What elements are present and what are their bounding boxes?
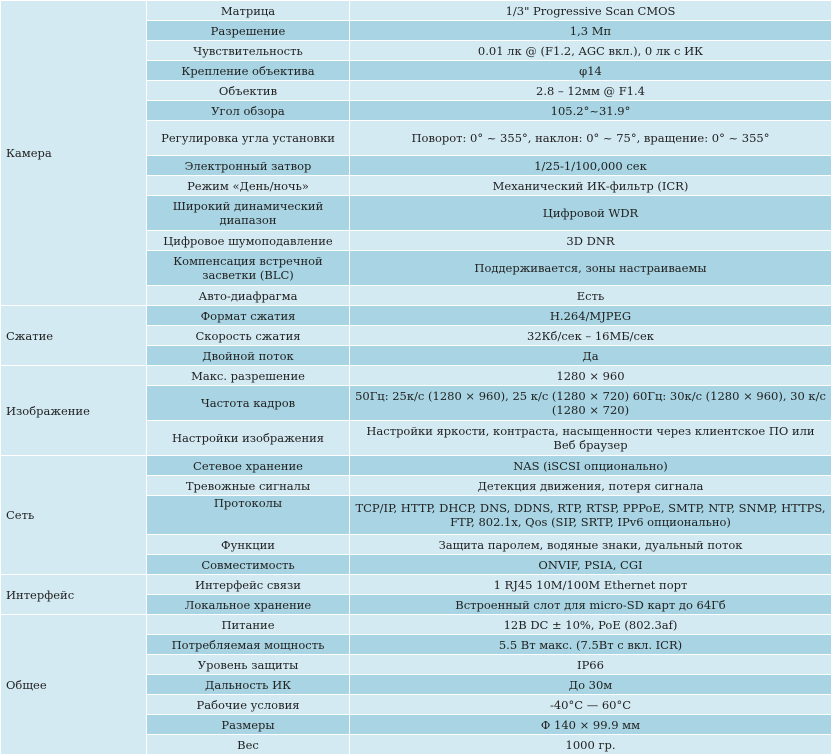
parameter-value: Есть [350, 286, 831, 306]
parameter-value: Детекция движения, потеря сигнала [350, 476, 831, 496]
parameter-value: 50Гц: 25к/с (1280 × 960), 25 к/с (1280 × 720) 60Гц: 30к/с (1280 × 960), 30 к/с (1280 × 720) [350, 386, 831, 421]
parameter-name: Двойной поток [147, 346, 350, 366]
category-cell: Интерфейс [1, 575, 147, 615]
parameter-value: 1280 × 960 [350, 366, 831, 386]
parameter-name: Сетевое хранение [147, 456, 350, 476]
parameter-name: Настройки изображения [147, 421, 350, 456]
specs-table-body [1, 1, 831, 755]
parameter-name: Размеры [147, 715, 350, 735]
parameter-name: Интерфейс связи [147, 575, 350, 595]
parameter-value: 105.2°~31.9° [350, 101, 831, 121]
parameter-name: Цифровое шумоподавление [147, 231, 350, 251]
parameter-value: Механический ИК-фильтр (ICR) [350, 176, 831, 196]
spec-row [1, 615, 831, 635]
parameter-value: 1 RJ45 10M/100M Ethernet порт [350, 575, 831, 595]
parameter-value: NAS (iSCSI опционально) [350, 456, 831, 476]
spec-row [1, 306, 831, 326]
parameter-name: Дальность ИК [147, 675, 350, 695]
spec-row [1, 1, 831, 21]
parameter-name: Матрица [147, 1, 350, 21]
parameter-name: Макс. разрешение [147, 366, 350, 386]
spec-row [1, 456, 831, 476]
category-cell: Сеть [1, 456, 147, 575]
parameter-name: Локальное хранение [147, 595, 350, 615]
parameter-name: Рабочие условия [147, 695, 350, 715]
parameter-name: Режим «День/ночь» [147, 176, 350, 196]
parameter-value: Настройки яркости, контраста, насыщенности через клиентское ПО или Веб браузер [350, 421, 831, 456]
parameter-value: Да [350, 346, 831, 366]
parameter-name: Крепление объектива [147, 61, 350, 81]
parameter-value: Защита паролем, водяные знаки, дуальный поток [350, 535, 831, 555]
parameter-value: 2.8 – 12мм @ F1.4 [350, 81, 831, 101]
parameter-value: -40°C — 60°C [350, 695, 831, 715]
parameter-value: Поддерживается, зоны настраиваемы [350, 251, 831, 286]
parameter-value: TCP/IP, HTTP, DHCP, DNS, DDNS, RTP, RTSP, PPPoE, SMTP, NTP, SNMP, HTTPS, FTP, 802.1x, Qos (SIP, SRTP, IPv6 опционально) [350, 496, 831, 535]
parameter-name: Широкий динамический диапазон [147, 196, 350, 231]
parameter-name: Скорость сжатия [147, 326, 350, 346]
parameter-value: Цифровой WDR [350, 196, 831, 231]
parameter-value: 1/3" Progressive Scan CMOS [350, 1, 831, 21]
parameter-value: 3D DNR [350, 231, 831, 251]
parameter-name: Вес [147, 735, 350, 755]
parameter-name: Электронный затвор [147, 156, 350, 176]
parameter-name: Компенсация встречной засветки (BLC) [147, 251, 350, 286]
parameter-value: 5.5 Вт макс. (7.5Вт с вкл. ICR) [350, 635, 831, 655]
parameter-name: Формат сжатия [147, 306, 350, 326]
parameter-name: Авто-диафрагма [147, 286, 350, 306]
parameter-name: Функции [147, 535, 350, 555]
parameter-name: Тревожные сигналы [147, 476, 350, 496]
parameter-value: Встроенный слот для micro-SD карт до 64Гб [350, 595, 831, 615]
parameter-value: 0.01 лк @ (F1.2, AGC вкл.), 0 лк с ИК [350, 41, 831, 61]
parameter-name: Угол обзора [147, 101, 350, 121]
parameter-value: 32Кб/сек – 16МБ/сек [350, 326, 831, 346]
parameter-value: 1/25-1/100,000 сек [350, 156, 831, 176]
parameter-name: Потребляемая мощность [147, 635, 350, 655]
parameter-name: Разрешение [147, 21, 350, 41]
spec-row [1, 575, 831, 595]
parameter-name: Частота кадров [147, 386, 350, 421]
category-cell: Изображение [1, 366, 147, 456]
parameter-name: Чувствительность [147, 41, 350, 61]
category-cell: Камера [1, 1, 147, 306]
parameter-value: Поворот: 0° ~ 355°, наклон: 0° ~ 75°, вращение: 0° ~ 355° [350, 121, 831, 156]
parameter-name: Протоколы [147, 496, 350, 535]
parameter-name: Питание [147, 615, 350, 635]
parameter-name: Уровень защиты [147, 655, 350, 675]
parameter-value: ONVIF, PSIA, CGI [350, 555, 831, 575]
spec-row [1, 366, 831, 386]
parameter-name: Регулировка угла установки [147, 121, 350, 156]
category-cell: Общее [1, 615, 147, 755]
parameter-value: H.264/MJPEG [350, 306, 831, 326]
parameter-value: 12В DC ± 10%, PoE (802.3af) [350, 615, 831, 635]
parameter-value: φ14 [350, 61, 831, 81]
parameter-value: 1000 гр. [350, 735, 831, 755]
parameter-value: IP66 [350, 655, 831, 675]
parameter-name: Объектив [147, 81, 350, 101]
parameter-name: Совместимость [147, 555, 350, 575]
category-cell: Сжатие [1, 306, 147, 366]
parameter-value: До 30м [350, 675, 831, 695]
parameter-value: 1,3 Мп [350, 21, 831, 41]
parameter-value: Φ 140 × 99.9 мм [350, 715, 831, 735]
